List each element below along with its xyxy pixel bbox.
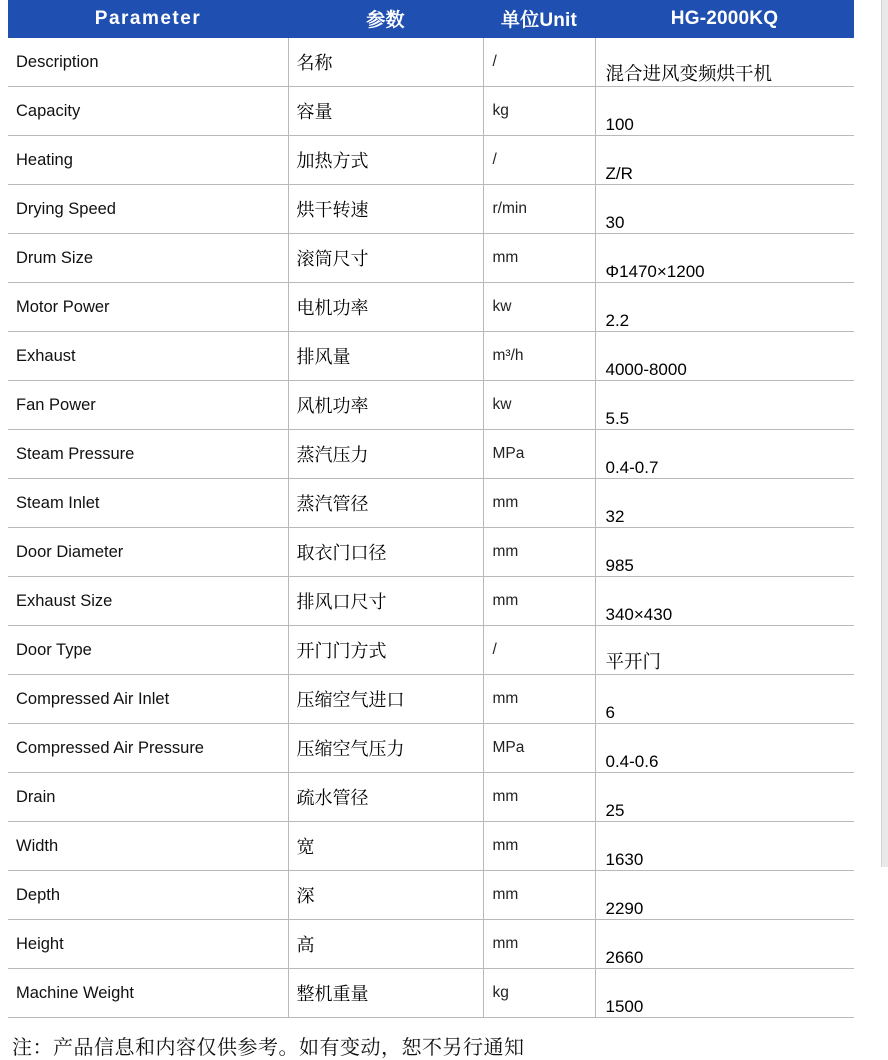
cell-value: 2.2 <box>595 283 854 332</box>
cell-parameter-cn: 加热方式 <box>288 136 483 185</box>
table-row <box>8 136 854 185</box>
cell-parameter-en: Steam Inlet <box>8 479 288 528</box>
cell-unit: mm <box>483 773 595 822</box>
cell-value: 340×430 <box>595 577 854 626</box>
cell-unit: m³/h <box>483 332 595 381</box>
cell-value: Φ1470×1200 <box>595 234 854 283</box>
table-row <box>8 626 854 675</box>
cell-parameter-cn: 电机功率 <box>288 283 483 332</box>
cell-parameter-en: Door Type <box>8 626 288 675</box>
cell-parameter-cn: 蒸汽管径 <box>288 479 483 528</box>
cell-parameter-cn: 风机功率 <box>288 381 483 430</box>
cell-parameter-en: Exhaust <box>8 332 288 381</box>
cell-parameter-cn: 疏水管径 <box>288 773 483 822</box>
table-row <box>8 577 854 626</box>
cell-parameter-en: Fan Power <box>8 381 288 430</box>
cell-parameter-cn: 宽 <box>288 822 483 871</box>
table-row <box>8 234 854 283</box>
table-row <box>8 969 854 1018</box>
cell-parameter-cn: 压缩空气进口 <box>288 675 483 724</box>
cell-parameter-en: Depth <box>8 871 288 920</box>
column-header-parameter-cn: 参数 <box>288 0 483 38</box>
cell-unit: r/min <box>483 185 595 234</box>
cell-unit: kg <box>483 87 595 136</box>
cell-value: 30 <box>595 185 854 234</box>
cell-unit: mm <box>483 528 595 577</box>
table-header <box>8 0 854 38</box>
cell-parameter-cn: 滚筒尺寸 <box>288 234 483 283</box>
cell-parameter-en: Heating <box>8 136 288 185</box>
cell-parameter-en: Steam Pressure <box>8 430 288 479</box>
cell-unit: mm <box>483 871 595 920</box>
footer-note: 注：产品信息和内容仅供参考。如有变动，恕不另行通知 <box>12 1037 525 1059</box>
table-row <box>8 185 854 234</box>
cell-parameter-en: Compressed Air Pressure <box>8 724 288 773</box>
table-row <box>8 38 854 87</box>
cell-parameter-en: Motor Power <box>8 283 288 332</box>
cell-unit: / <box>483 626 595 675</box>
table-body <box>8 38 854 1018</box>
cell-value: 4000-8000 <box>595 332 854 381</box>
table-row <box>8 87 854 136</box>
table-row <box>8 920 854 969</box>
cell-parameter-en: Height <box>8 920 288 969</box>
cell-parameter-cn: 烘干转速 <box>288 185 483 234</box>
cell-parameter-cn: 蒸汽压力 <box>288 430 483 479</box>
cell-parameter-cn: 压缩空气压力 <box>288 724 483 773</box>
table-row <box>8 430 854 479</box>
cell-value: 0.4-0.6 <box>595 724 854 773</box>
cell-unit: kw <box>483 283 595 332</box>
cell-parameter-en: Door Diameter <box>8 528 288 577</box>
table-row <box>8 528 854 577</box>
cell-unit: / <box>483 136 595 185</box>
cell-parameter-cn: 深 <box>288 871 483 920</box>
column-header-model: HG-2000KQ <box>595 0 854 38</box>
table-row <box>8 724 854 773</box>
cell-value: 5.5 <box>595 381 854 430</box>
cell-unit: mm <box>483 479 595 528</box>
cell-parameter-en: Drain <box>8 773 288 822</box>
cell-unit: kg <box>483 969 595 1018</box>
table-row <box>8 381 854 430</box>
column-header-parameter: Parameter <box>8 0 288 38</box>
cell-parameter-en: Machine Weight <box>8 969 288 1018</box>
cell-parameter-cn: 高 <box>288 920 483 969</box>
cell-parameter-cn: 排风口尺寸 <box>288 577 483 626</box>
cell-unit: MPa <box>483 430 595 479</box>
cell-value: 6 <box>595 675 854 724</box>
cell-value: 32 <box>595 479 854 528</box>
cell-unit: mm <box>483 577 595 626</box>
cell-parameter-en: Exhaust Size <box>8 577 288 626</box>
table-row <box>8 479 854 528</box>
cell-parameter-en: Compressed Air Inlet <box>8 675 288 724</box>
table-row <box>8 773 854 822</box>
cell-parameter-cn: 排风量 <box>288 332 483 381</box>
cell-parameter-cn: 名称 <box>288 38 483 87</box>
column-header-unit: 单位Unit <box>483 0 595 38</box>
table-row <box>8 332 854 381</box>
cell-parameter-en: Drying Speed <box>8 185 288 234</box>
cell-unit: mm <box>483 920 595 969</box>
cell-parameter-en: Width <box>8 822 288 871</box>
cell-parameter-cn: 容量 <box>288 87 483 136</box>
cell-value: 混合进风变频烘干机 <box>595 38 854 87</box>
cell-parameter-cn: 整机重量 <box>288 969 483 1018</box>
table-header-row <box>8 0 854 38</box>
cell-value: 0.4-0.7 <box>595 430 854 479</box>
cell-unit: mm <box>483 822 595 871</box>
cell-value: 2660 <box>595 920 854 969</box>
cell-unit: MPa <box>483 724 595 773</box>
table-row <box>8 822 854 871</box>
table-row <box>8 871 854 920</box>
scrollbar-track[interactable] <box>881 0 888 867</box>
cell-unit: / <box>483 38 595 87</box>
cell-value: 平开门 <box>595 626 854 675</box>
cell-value: Z/R <box>595 136 854 185</box>
cell-parameter-en: Drum Size <box>8 234 288 283</box>
cell-value: 100 <box>595 87 854 136</box>
cell-value: 1500 <box>595 969 854 1018</box>
cell-value: 2290 <box>595 871 854 920</box>
cell-value: 985 <box>595 528 854 577</box>
cell-parameter-en: Capacity <box>8 87 288 136</box>
cell-value: 25 <box>595 773 854 822</box>
cell-unit: mm <box>483 675 595 724</box>
table-row <box>8 283 854 332</box>
cell-unit: mm <box>483 234 595 283</box>
cell-parameter-cn: 取衣门口径 <box>288 528 483 577</box>
cell-parameter-en: Description <box>8 38 288 87</box>
cell-unit: kw <box>483 381 595 430</box>
cell-parameter-cn: 开门门方式 <box>288 626 483 675</box>
table-row <box>8 675 854 724</box>
specification-table <box>8 0 854 1018</box>
cell-value: 1630 <box>595 822 854 871</box>
